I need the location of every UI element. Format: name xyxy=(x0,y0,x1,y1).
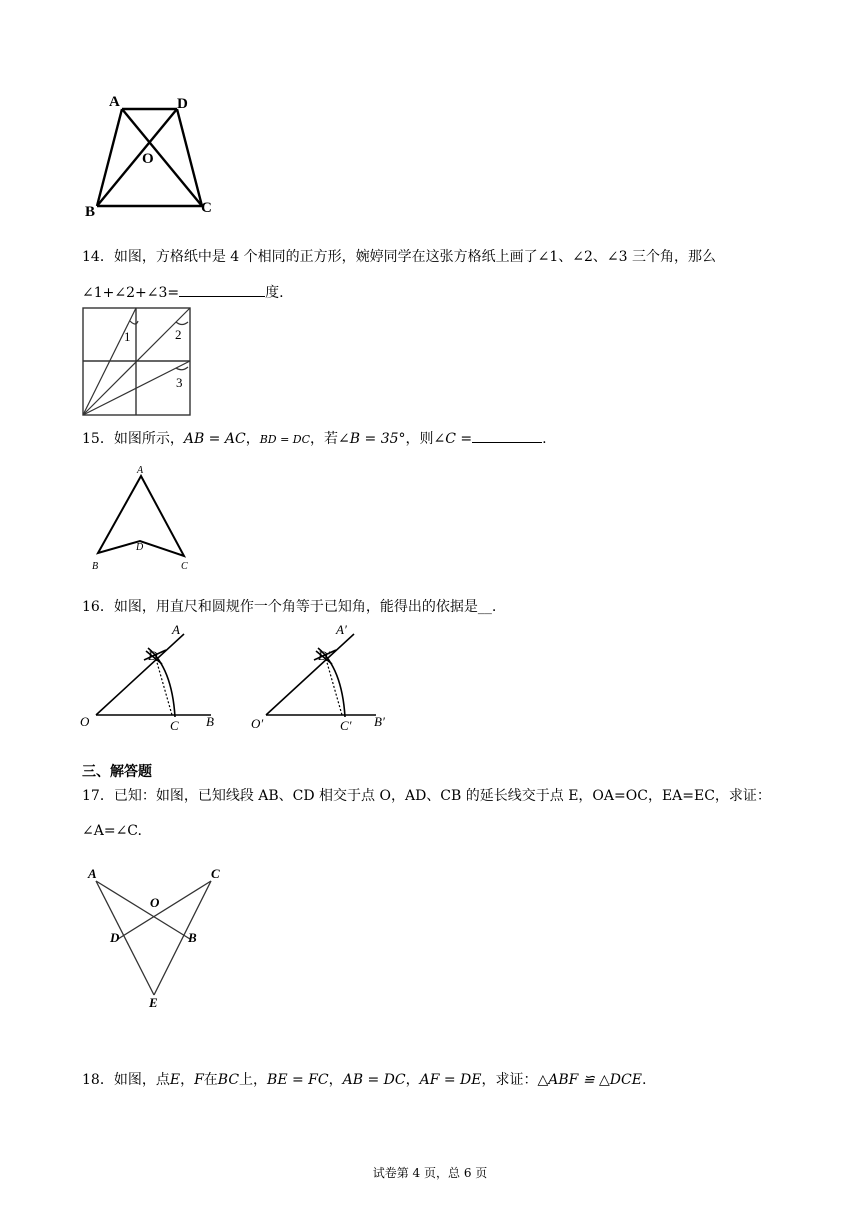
period: . xyxy=(641,1072,647,1088)
angle-label-3: 3 xyxy=(176,375,183,390)
figure-17 xyxy=(80,860,230,1018)
label-a: A xyxy=(172,622,180,637)
segment-bc: BC xyxy=(217,1072,240,1088)
question-16: 16．如图，用直尺和圆规作一个角等于已知角，能得出的依据是__. xyxy=(82,599,497,615)
question-18-intro: 18．如图，点 xyxy=(82,1072,170,1088)
label-o: O xyxy=(142,151,154,167)
figure-16-construction xyxy=(76,618,406,740)
separator: ， xyxy=(180,1072,195,1088)
question-17-line-2: ∠A=∠C. xyxy=(82,823,142,839)
equation-angle-c: ∠C = xyxy=(433,431,473,447)
point-e: E xyxy=(169,1072,181,1088)
question-15-intro: 15．如图所示， xyxy=(82,431,184,447)
separator: ，则 xyxy=(405,431,434,447)
label-b-prime: B′ xyxy=(374,714,385,729)
period: . xyxy=(542,431,547,447)
label-d: D xyxy=(148,648,158,663)
question-14-unit: 度. xyxy=(265,285,284,301)
congruence-statement: △ABF ≌ △DCE xyxy=(537,1072,642,1088)
page-footer: 试卷第 4 页，总 6 页 xyxy=(372,1166,488,1180)
separator: 在 xyxy=(203,1072,218,1088)
label-d: D xyxy=(110,930,120,945)
label-a: A xyxy=(88,866,97,881)
label-c-prime: C′ xyxy=(340,718,352,733)
ray-o2a2 xyxy=(266,634,354,715)
label-a-prime: A′ xyxy=(336,622,347,637)
label-o: O xyxy=(150,895,160,910)
separator: ，若 xyxy=(310,431,339,447)
question-17-line-1: 17．已知：如图，已知线段 AB、CD 相交于点 O，AD、CB 的延长线交于点 E，OA=OC，EA=EC，求证： xyxy=(82,788,771,804)
answer-blank-14[interactable] xyxy=(179,282,265,297)
section-title: 三、解答题 xyxy=(82,764,152,780)
label-c: C xyxy=(181,561,188,572)
label-b: B xyxy=(188,930,197,945)
point-f: F xyxy=(194,1072,204,1088)
figure-15-dart xyxy=(84,458,199,576)
separator: ， xyxy=(405,1072,420,1088)
separator: ，求证： xyxy=(481,1072,538,1088)
question-14-line-2 xyxy=(82,282,284,303)
angle-label-1: 1 xyxy=(124,329,131,344)
label-a: A xyxy=(109,94,120,110)
label-o: O xyxy=(80,714,90,729)
label-d: D xyxy=(177,96,188,112)
label-e: E xyxy=(149,995,158,1010)
equation-af-de: AF = DE xyxy=(419,1072,482,1088)
ray-oa xyxy=(96,634,184,715)
label-b: B xyxy=(85,204,96,220)
line-ae xyxy=(96,881,154,995)
angle-label-2: 2 xyxy=(175,327,182,342)
separator: ， xyxy=(245,431,260,447)
label-o-prime: O′ xyxy=(251,716,264,731)
equation-be-fc: BE = FC xyxy=(267,1072,329,1088)
separator: 上， xyxy=(239,1072,268,1088)
equation-ab-dc: AB = DC xyxy=(342,1072,406,1088)
label-a: A xyxy=(137,465,144,476)
label-c: C xyxy=(211,866,220,881)
label-c: C xyxy=(170,718,179,733)
question-18 xyxy=(82,1070,646,1090)
label-c: C xyxy=(201,200,212,216)
question-14-line-1: 14．如图，方格纸中是 4 个相同的正方形，婉婷同学在这张方格纸上画了∠1、∠2、∠3 三个角，那么 xyxy=(82,249,716,265)
separator: ， xyxy=(328,1072,343,1088)
question-15 xyxy=(82,428,547,450)
label-d: D xyxy=(136,542,144,553)
label-d-prime: D′ xyxy=(318,648,331,663)
figure-14-grid xyxy=(80,305,195,420)
equation-ab-ac: AB = AC xyxy=(183,431,246,447)
label-b: B xyxy=(92,561,99,572)
equation-bd-dc: BD = DC xyxy=(259,433,311,446)
equation-angle-b: ∠B = 35° xyxy=(338,431,406,447)
question-14-expression: ∠1+∠2+∠3= xyxy=(82,285,180,301)
answer-blank-15[interactable] xyxy=(472,428,542,443)
figure-13-trapezoid xyxy=(80,90,230,225)
label-b: B xyxy=(206,714,214,729)
